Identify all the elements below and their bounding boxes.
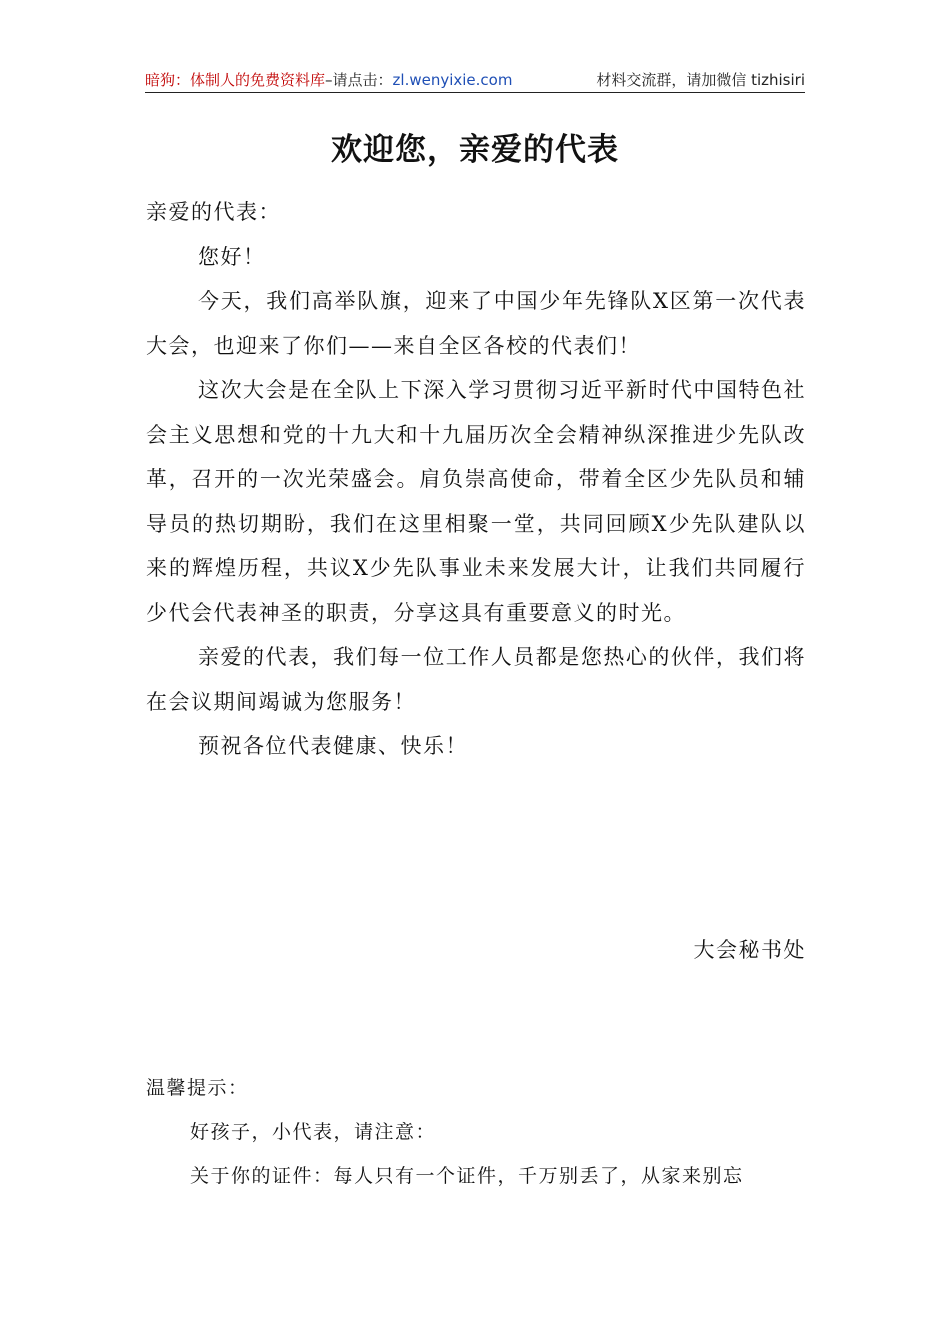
click-prefix: –请点击： [325,71,393,89]
paragraph-3: 亲爱的代表，我们每一位工作人员都是您热心的伙伴，我们将在会议期间竭诚为您服务！ [146,645,806,714]
tips-line-1: 好孩子，小代表，请注意： [190,1121,437,1143]
paragraph-2: 这次大会是在全队上下深入学习贯彻习近平新时代中国特色社会主义思想和党的十九大和十九届历次全会精神纵深推进少先队改革，召开的一次光荣盛会。肩负崇高使命，带着全区少先队员和辅导员的热切期盼，我们在这里相聚一堂，共同回顾X少先队建队以来的辉煌历程，共议X少先队事业未来发展大计，让我们共同履行少代会代表神圣的职责，分享这具有重要意义的时光。 [146,378,806,625]
greeting: 您好！ [198,244,266,269]
paragraph-4: 预祝各位代表健康、快乐！ [198,734,468,758]
paragraph-1: 今天，我们高举队旗，迎来了中国少年先锋队X区第一次代表大会，也迎来了你们——来自全区各校的代表们！ [146,289,806,358]
wechat-note: 材料交流群，请加微信 tizhisiri [596,71,805,89]
tips-heading: 温馨提示： [146,1077,249,1099]
document-title: 欢迎您，亲爱的代表 [331,132,619,168]
tips-section [146,1066,806,1198]
letter-body [146,190,806,769]
site-name: 暗狗：体制人的免费资料库 [145,71,326,89]
salutation: 亲爱的代表： [146,200,281,224]
tips-line-2: 关于你的证件：每人只有一个证件，千万别丢了，从家来别忘 [190,1165,744,1187]
signature: 大会秘书处 [693,938,806,962]
page-header [145,68,805,93]
site-url-link[interactable]: zl.wenyixie.com [392,71,513,89]
